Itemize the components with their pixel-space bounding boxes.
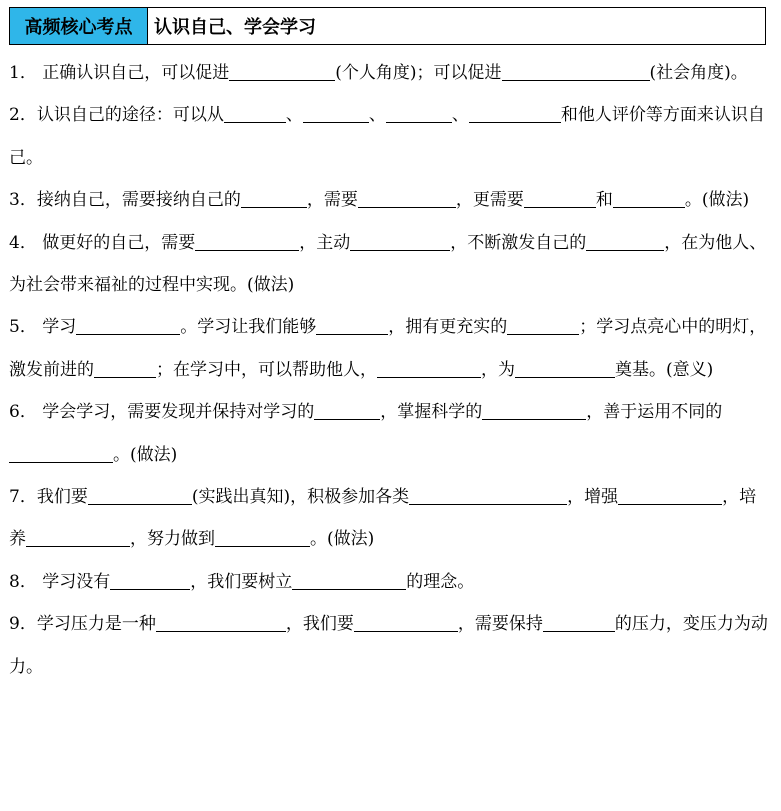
answer-blank[interactable]: [26, 527, 130, 547]
question-text: ，培养: [9, 487, 757, 550]
question-text: ，拥有更充实的: [388, 317, 508, 338]
question-4: [9, 222, 769, 307]
answer-blank[interactable]: [409, 485, 567, 505]
question-text: ，掌握科学的: [380, 402, 483, 423]
answer-blank[interactable]: [543, 612, 615, 632]
question-text: ，在为他人、为社会带来福祉的过程中实现。(做法): [9, 232, 767, 296]
answer-blank[interactable]: [195, 231, 299, 251]
question-7: [9, 476, 769, 561]
question-8: [9, 561, 769, 603]
question-text: 的理念。: [406, 571, 475, 592]
question-number: 2．: [9, 105, 37, 126]
question-text: 的压力，变压力为动力。: [9, 614, 768, 677]
question-text: 学习: [42, 317, 77, 338]
question-text: ，需要保持: [457, 614, 543, 635]
question-number: 4．: [9, 232, 37, 253]
separator: 、: [285, 105, 303, 126]
question-text: ，增强: [567, 487, 619, 508]
question-text: ，不断激发自己的: [450, 232, 587, 253]
answer-blank[interactable]: [229, 61, 335, 81]
section-title: 认识自己、学会学习: [154, 17, 316, 38]
answer-blank[interactable]: [524, 188, 596, 208]
question-text: 学习没有: [42, 571, 111, 592]
answer-blank[interactable]: [76, 315, 180, 335]
question-text: 和: [595, 190, 613, 211]
question-text: ，更需要: [455, 190, 524, 211]
question-text: 接纳自己，需要接纳自己的: [36, 190, 241, 211]
answer-blank[interactable]: [613, 188, 685, 208]
question-1: [9, 52, 769, 94]
answer-blank[interactable]: [507, 315, 579, 335]
question-text: 。学习让我们能够: [180, 317, 317, 338]
question-text: 和他人评价等方面来认识自己。: [9, 105, 765, 168]
question-text: ，主动: [299, 232, 351, 253]
question-number: 7．: [9, 487, 37, 508]
question-text: ，我们要: [285, 614, 354, 635]
question-text: ，我们要树立: [190, 571, 293, 592]
answer-blank[interactable]: [482, 400, 586, 420]
question-text: 。(做法): [684, 190, 750, 211]
answer-blank[interactable]: [215, 527, 310, 547]
question-text: 做更好的自己，需要: [42, 232, 196, 253]
question-number: 6．: [9, 402, 37, 423]
question-text: (实践出真知)，积极参加各类: [191, 487, 410, 508]
answer-blank[interactable]: [502, 61, 650, 81]
answer-blank[interactable]: [469, 103, 561, 123]
question-number: 5．: [9, 317, 37, 338]
question-text: ，努力做到: [130, 529, 215, 550]
question-text: ，为: [481, 359, 515, 380]
question-text: ，需要: [306, 190, 358, 211]
answer-blank[interactable]: [377, 358, 481, 378]
question-text: ，善于运用不同的: [586, 402, 723, 423]
answer-blank[interactable]: [586, 231, 664, 251]
answer-blank[interactable]: [354, 612, 458, 632]
question-text: 认识自己的途径：可以从: [36, 105, 224, 126]
answer-blank[interactable]: [358, 188, 456, 208]
answer-blank[interactable]: [110, 570, 190, 590]
question-number: 1．: [9, 63, 37, 83]
answer-blank[interactable]: [88, 485, 192, 505]
answer-blank[interactable]: [303, 103, 369, 123]
answer-blank[interactable]: [224, 103, 286, 123]
question-text: ；在学习中，可以帮助他人，: [156, 359, 377, 380]
question-text: 正确认识自己，可以促进: [42, 63, 230, 83]
question-number: 8．: [9, 571, 37, 592]
answer-blank[interactable]: [94, 358, 156, 378]
question-5: [9, 306, 769, 391]
answer-blank[interactable]: [9, 443, 113, 463]
answer-blank[interactable]: [618, 485, 722, 505]
question-text: 。(做法): [113, 444, 178, 465]
answer-blank[interactable]: [314, 400, 380, 420]
question-text: 学习压力是一种: [36, 614, 156, 635]
question-text: 学会学习，需要发现并保持对学习的: [42, 402, 315, 423]
question-number: 9．: [9, 614, 37, 635]
answer-blank[interactable]: [316, 315, 388, 335]
question-list: [9, 52, 769, 688]
answer-blank[interactable]: [241, 188, 307, 208]
answer-blank[interactable]: [156, 612, 286, 632]
question-text: (个人角度)；可以促进: [335, 63, 502, 83]
separator: 、: [451, 105, 469, 126]
answer-blank[interactable]: [292, 570, 406, 590]
question-text: 奠基。(意义): [615, 359, 714, 380]
question-3: [9, 179, 769, 221]
question-text: (社会角度)。: [649, 63, 748, 83]
question-text: 我们要: [36, 487, 88, 508]
question-6: [9, 391, 769, 476]
question-text: 。(做法): [310, 529, 375, 550]
section-header: [9, 7, 766, 45]
question-text: ；学习点亮心中的明灯，激发前进的: [9, 317, 767, 380]
separator: 、: [368, 105, 386, 126]
question-number: 3．: [9, 190, 37, 211]
answer-blank[interactable]: [515, 358, 615, 378]
question-9: [9, 603, 769, 688]
section-tag: 高频核心考点: [10, 8, 148, 44]
answer-blank[interactable]: [386, 103, 452, 123]
answer-blank[interactable]: [350, 231, 450, 251]
question-2: [9, 94, 769, 179]
